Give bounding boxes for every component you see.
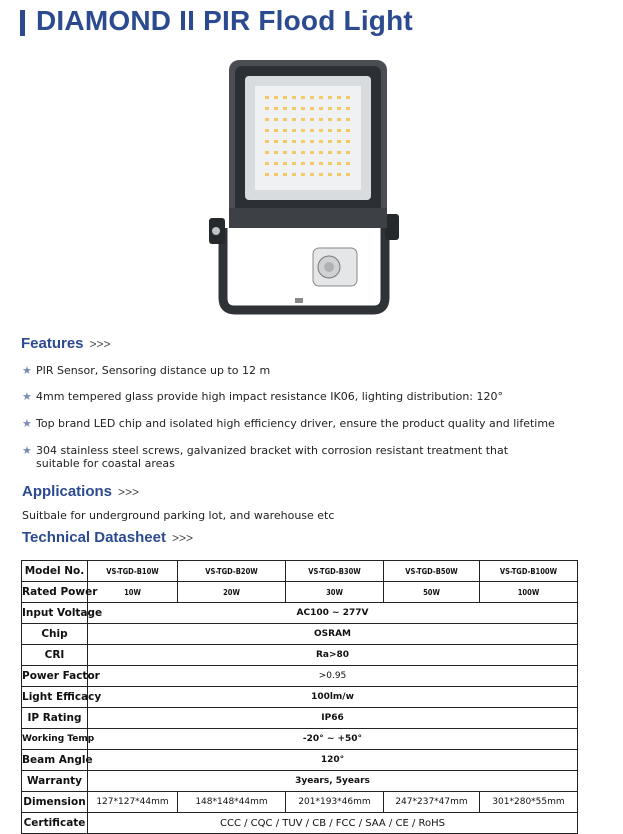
- led-chip: [292, 96, 296, 99]
- feature-item: [22, 444, 508, 458]
- led-chip: [292, 129, 296, 132]
- led-chip: [283, 107, 287, 110]
- applications-text: Suitbale for underground parking lot, and warehouse etc: [22, 509, 335, 522]
- led-chip: [346, 140, 350, 143]
- label-voltage: Input Voltage: [22, 603, 88, 624]
- applications-heading-label: Applications: [22, 483, 113, 500]
- led-chip: [310, 118, 314, 121]
- led-chip: [319, 140, 323, 143]
- led-chip: [292, 107, 296, 110]
- datasheet-heading: [22, 529, 193, 546]
- dimension-cell: 148*148*44mm: [178, 792, 286, 813]
- led-chip: [310, 96, 314, 99]
- certificate-cell: CCC / CQC / TUV / CB / FCC / SAA / CE / RoHS: [88, 813, 578, 834]
- feature-text: Top brand LED chip and isolated high efficiency driver, ensure the product quality and lifetime: [36, 417, 555, 430]
- led-chip: [310, 129, 314, 132]
- feature-text: suitable for coastal areas: [36, 457, 175, 470]
- table-row: [22, 792, 578, 813]
- led-chip: [283, 129, 287, 132]
- led-chip: [292, 140, 296, 143]
- star-bullet-icon: ★: [22, 390, 32, 403]
- model-cell: VS-TGD-B20W: [178, 561, 286, 582]
- led-chip: [337, 107, 341, 110]
- dimension-cell: 127*127*44mm: [88, 792, 178, 813]
- dimension-cell: 247*237*47mm: [384, 792, 480, 813]
- led-chip: [292, 162, 296, 165]
- led-chip: [346, 162, 350, 165]
- dimension-cell: 201*193*46mm: [286, 792, 384, 813]
- led-chip: [310, 173, 314, 176]
- led-chip: [337, 151, 341, 154]
- led-chip: [328, 107, 332, 110]
- led-chip: [337, 162, 341, 165]
- power-factor-cell: >0.95: [88, 666, 578, 687]
- ip-cell: IP66: [88, 708, 578, 729]
- led-chip: [274, 151, 278, 154]
- label-dimension: Dimension: [22, 792, 88, 813]
- power-cell: 20W: [178, 582, 286, 603]
- led-chip: [337, 118, 341, 121]
- star-bullet-icon: ★: [22, 364, 32, 377]
- led-chip: [274, 118, 278, 121]
- applications-heading: [22, 483, 139, 500]
- label-power: Rated Power: [22, 582, 88, 603]
- led-chip: [328, 118, 332, 121]
- led-chip: [346, 107, 350, 110]
- title-accent-bar: [20, 10, 25, 36]
- led-chip: [328, 129, 332, 132]
- led-chip: [319, 118, 323, 121]
- applications-arrows: >>>: [118, 485, 140, 499]
- label-chip: Chip: [22, 624, 88, 645]
- table-row: [22, 582, 578, 603]
- led-chip: [274, 107, 278, 110]
- led-chip: [283, 140, 287, 143]
- led-chip: [346, 96, 350, 99]
- led-chip: [265, 129, 269, 132]
- model-cell: VS-TGD-B50W: [384, 561, 480, 582]
- feature-item: [22, 364, 270, 378]
- led-chip: [346, 173, 350, 176]
- table-row: [22, 708, 578, 729]
- table-row: [22, 624, 578, 645]
- star-bullet-icon: ★: [22, 444, 32, 457]
- power-cell: 30W: [286, 582, 384, 603]
- led-chip: [283, 162, 287, 165]
- led-chip: [265, 173, 269, 176]
- led-chip: [301, 162, 305, 165]
- led-chip: [265, 151, 269, 154]
- feature-text: 304 stainless steel screws, galvanized bracket with corrosion resistant treatment that: [36, 444, 509, 457]
- led-chip: [301, 129, 305, 132]
- table-row: [22, 645, 578, 666]
- datasheet-table: [21, 560, 578, 834]
- power-cell: 10W: [88, 582, 178, 603]
- table-row: [22, 813, 578, 834]
- led-chip: [283, 173, 287, 176]
- led-chip: [292, 173, 296, 176]
- features-heading: [21, 335, 111, 352]
- beam-cell: 120°: [88, 750, 578, 771]
- led-chip: [319, 162, 323, 165]
- led-chip: [301, 173, 305, 176]
- label-efficacy: Light Efficacy: [22, 687, 88, 708]
- model-cell: VS-TGD-B30W: [286, 561, 384, 582]
- page-title: DIAMOND II PIR Flood Light: [36, 5, 413, 36]
- table-row: [22, 729, 578, 750]
- led-chip: [328, 96, 332, 99]
- led-chip: [265, 118, 269, 121]
- led-chip: [319, 151, 323, 154]
- led-chip: [274, 173, 278, 176]
- led-chip: [265, 96, 269, 99]
- warranty-cell: 3years, 5years: [88, 771, 578, 792]
- datasheet-heading-label: Technical Datasheet: [22, 529, 166, 546]
- led-chip: [346, 129, 350, 132]
- led-chip: [328, 162, 332, 165]
- label-model: Model No.: [22, 561, 88, 582]
- led-chip: [292, 151, 296, 154]
- led-chip: [337, 129, 341, 132]
- features-arrows: >>>: [89, 337, 111, 351]
- features-heading-label: Features: [21, 335, 84, 352]
- label-certificate: Certificate: [22, 813, 88, 834]
- led-chip: [301, 118, 305, 121]
- dimension-cell: 301*280*55mm: [480, 792, 578, 813]
- led-chip: [301, 140, 305, 143]
- led-chip: [337, 173, 341, 176]
- led-chip: [283, 96, 287, 99]
- table-row: [22, 750, 578, 771]
- led-chip: [310, 107, 314, 110]
- led-chip: [274, 129, 278, 132]
- led-chip: [301, 151, 305, 154]
- led-chip: [283, 118, 287, 121]
- table-row: [22, 666, 578, 687]
- led-chip: [310, 151, 314, 154]
- led-chip: [319, 129, 323, 132]
- led-chip: [265, 162, 269, 165]
- efficacy-cell: 100lm/w: [88, 687, 578, 708]
- led-chip: [328, 151, 332, 154]
- temp-cell: -20° ~ +50°: [88, 729, 578, 750]
- led-chip: [319, 96, 323, 99]
- table-row: [22, 771, 578, 792]
- led-chip: [319, 107, 323, 110]
- led-chip: [265, 107, 269, 110]
- led-chip: [346, 118, 350, 121]
- feature-item: [22, 390, 503, 404]
- label-temp: Working Temp: [22, 729, 88, 750]
- voltage-cell: AC100 ~ 277V: [88, 603, 578, 624]
- feature-item-continuation: [36, 457, 175, 471]
- feature-text: 4mm tempered glass provide high impact resistance IK06, lighting distribution: 120°: [36, 390, 503, 403]
- led-chip: [265, 140, 269, 143]
- power-cell: 50W: [384, 582, 480, 603]
- led-chip: [301, 107, 305, 110]
- label-power-factor: Power Factor: [22, 666, 88, 687]
- led-chip: [274, 140, 278, 143]
- model-cell: VS-TGD-B100W: [480, 561, 578, 582]
- led-chip: [274, 162, 278, 165]
- label-warranty: Warranty: [22, 771, 88, 792]
- led-chip: [274, 96, 278, 99]
- label-beam: Beam Angle: [22, 750, 88, 771]
- table-row: [22, 687, 578, 708]
- model-cell: VS-TGD-B10W: [88, 561, 178, 582]
- led-chip: [283, 151, 287, 154]
- led-chip: [337, 140, 341, 143]
- led-chip: [337, 96, 341, 99]
- flood-light-product-photo: [205, 58, 405, 320]
- chip-cell: OSRAM: [88, 624, 578, 645]
- datasheet-arrows: >>>: [171, 531, 193, 545]
- led-chip: [346, 151, 350, 154]
- feature-text: PIR Sensor, Sensoring distance up to 12 m: [36, 364, 271, 377]
- led-chip: [301, 96, 305, 99]
- led-chip: [310, 162, 314, 165]
- cri-cell: Ra>80: [88, 645, 578, 666]
- feature-item: [22, 417, 555, 431]
- table-row: [22, 561, 578, 582]
- power-cell: 100W: [480, 582, 578, 603]
- table-row: [22, 603, 578, 624]
- label-cri: CRI: [22, 645, 88, 666]
- led-chip: [310, 140, 314, 143]
- led-chip: [328, 173, 332, 176]
- led-chip: [292, 118, 296, 121]
- star-bullet-icon: ★: [22, 417, 32, 430]
- label-ip: IP Rating: [22, 708, 88, 729]
- led-chip: [319, 173, 323, 176]
- led-chip: [328, 140, 332, 143]
